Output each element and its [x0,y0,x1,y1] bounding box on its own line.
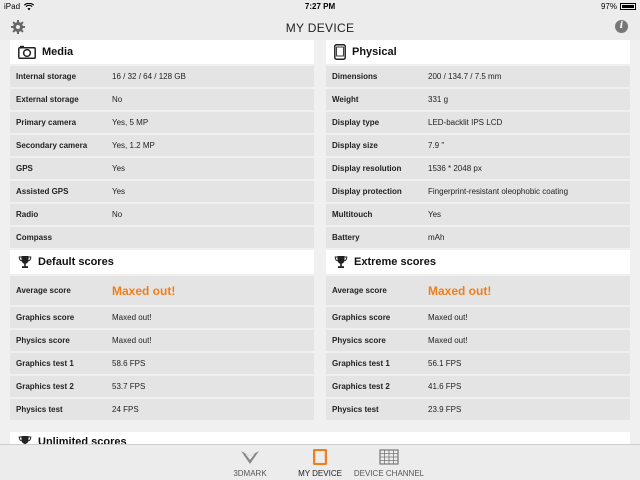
row-label: Battery [332,233,360,242]
row-value: 58.6 FPS [112,359,146,368]
table-row [10,112,314,133]
table-row [326,112,630,133]
row-label: Secondary camera [16,141,88,150]
row-value: 200 / 134.7 / 7.5 mm [428,72,502,81]
row-value: 23.9 FPS [428,405,462,414]
row-value: Maxed out! [112,313,152,322]
row-label: Multitouch [332,210,373,219]
row-label: Graphics score [332,313,391,322]
row-label: Physics test [332,405,379,414]
default-scores-header [10,250,314,274]
row-value: Maxed out! [428,336,468,345]
row-value: 331 g [428,95,449,104]
row-value: 41.6 FPS [428,382,462,391]
row-label: Physics score [16,336,70,345]
row-value: Yes [112,164,126,173]
row-label: GPS [16,164,33,173]
row-label: Internal storage [16,72,77,81]
row-label: Display resolution [332,164,402,173]
row-label: Dimensions [332,72,378,81]
status-time: 7:27 PM [304,2,336,11]
tab-my-device[interactable] [280,448,360,478]
table-row [10,135,314,156]
status-bar [0,0,640,14]
row-label: Average score [332,286,387,295]
row-value: LED-backlit IPS LCD [428,118,503,127]
info-icon[interactable]: i [615,20,628,33]
table-row [10,181,314,202]
row-label: Graphics score [16,313,75,322]
tab-label: DEVICE CHANNEL [353,469,425,478]
row-label: Weight [332,95,359,104]
default-scores-title: Default scores [38,256,114,268]
page-title: MY DEVICE [285,21,355,35]
unlimited-scores-title: Unlimited scores [38,436,127,444]
tab-label: MY DEVICE [298,469,342,478]
media-section-header [10,40,314,64]
trophy-icon [18,255,32,269]
camera-icon [18,45,36,59]
right-column [326,40,630,420]
table-row [326,204,630,225]
physical-title: Physical [352,46,397,58]
table-row [326,181,630,202]
3dmark-logo-icon [239,448,261,466]
row-label: Average score [16,286,71,295]
row-label: Graphics test 2 [16,382,74,391]
physical-section-header [326,40,630,64]
average-score-value: Maxed out! [112,283,176,298]
row-value: Yes [112,187,126,196]
row-label: Graphics test 1 [332,359,390,368]
table-row [326,158,630,179]
extreme-scores-header [326,250,630,274]
tab-device-channel[interactable] [349,448,429,478]
average-score-value: Maxed out! [428,283,492,298]
table-row [10,307,314,328]
status-right [601,2,636,11]
row-value: No [112,95,123,104]
nav-bar [0,14,640,40]
average-score-row [326,276,630,305]
row-value: Yes [428,210,442,219]
row-label: Graphics test 2 [332,382,390,391]
table-row [326,135,630,156]
device-icon [312,448,328,466]
row-label: Display protection [332,187,402,196]
battery-percent: 97% [600,2,617,11]
trophy-icon [18,435,32,444]
unlimited-scores-header [10,432,630,444]
row-label: Radio [16,210,39,219]
table-row [10,376,314,397]
battery-icon [620,3,636,10]
table-row [10,66,314,87]
table-row [326,376,630,397]
media-title: Media [42,46,74,58]
table-row [326,66,630,87]
row-value: Yes, 5 MP [112,118,149,127]
tab-bar [0,444,640,480]
table-row [326,330,630,351]
row-value: 16 / 32 / 64 / 128 GB [112,72,186,81]
row-value: Yes, 1.2 MP [112,141,155,150]
extreme-scores-title: Extreme scores [354,256,436,268]
row-label: Display type [332,118,380,127]
table-row [10,89,314,110]
grid-icon [379,448,399,466]
table-row [10,353,314,374]
table-row [326,227,630,248]
row-label: Physics score [332,336,386,345]
content-scroll-area[interactable] [0,40,640,444]
trophy-icon [334,255,348,269]
row-label: Graphics test 1 [16,359,74,368]
tab-label: 3DMARK [233,469,267,478]
row-value: mAh [428,233,445,242]
row-value: 53.7 FPS [112,382,146,391]
phone-icon [334,44,346,60]
row-value: 1536 * 2048 px [428,164,482,173]
row-value: 56.1 FPS [428,359,462,368]
row-label: Display size [332,141,378,150]
row-value: Maxed out! [112,336,152,345]
row-label: Physics test [16,405,63,414]
row-value: No [112,210,123,219]
table-row [326,399,630,420]
row-label: External storage [16,95,79,104]
average-score-row [10,276,314,305]
physical-rows [326,66,630,248]
media-rows [10,66,314,248]
row-value: 7.9 " [428,141,445,150]
row-label: Primary camera [16,118,77,127]
table-row [326,307,630,328]
table-row [10,399,314,420]
battery-fill [622,5,634,8]
row-label: Assisted GPS [16,187,69,196]
row-value: Fingerprint-resistant oleophobic coating [428,187,569,196]
row-value: 24 FPS [112,405,139,414]
row-label: Compass [16,233,53,242]
left-column [10,40,314,420]
table-row [326,89,630,110]
table-row [10,158,314,179]
device-name: iPad [4,2,21,11]
table-row [326,353,630,374]
table-row [10,204,314,225]
table-row [10,330,314,351]
row-value: Maxed out! [428,313,468,322]
table-row [10,227,314,248]
tab-3dmark[interactable] [210,448,290,478]
